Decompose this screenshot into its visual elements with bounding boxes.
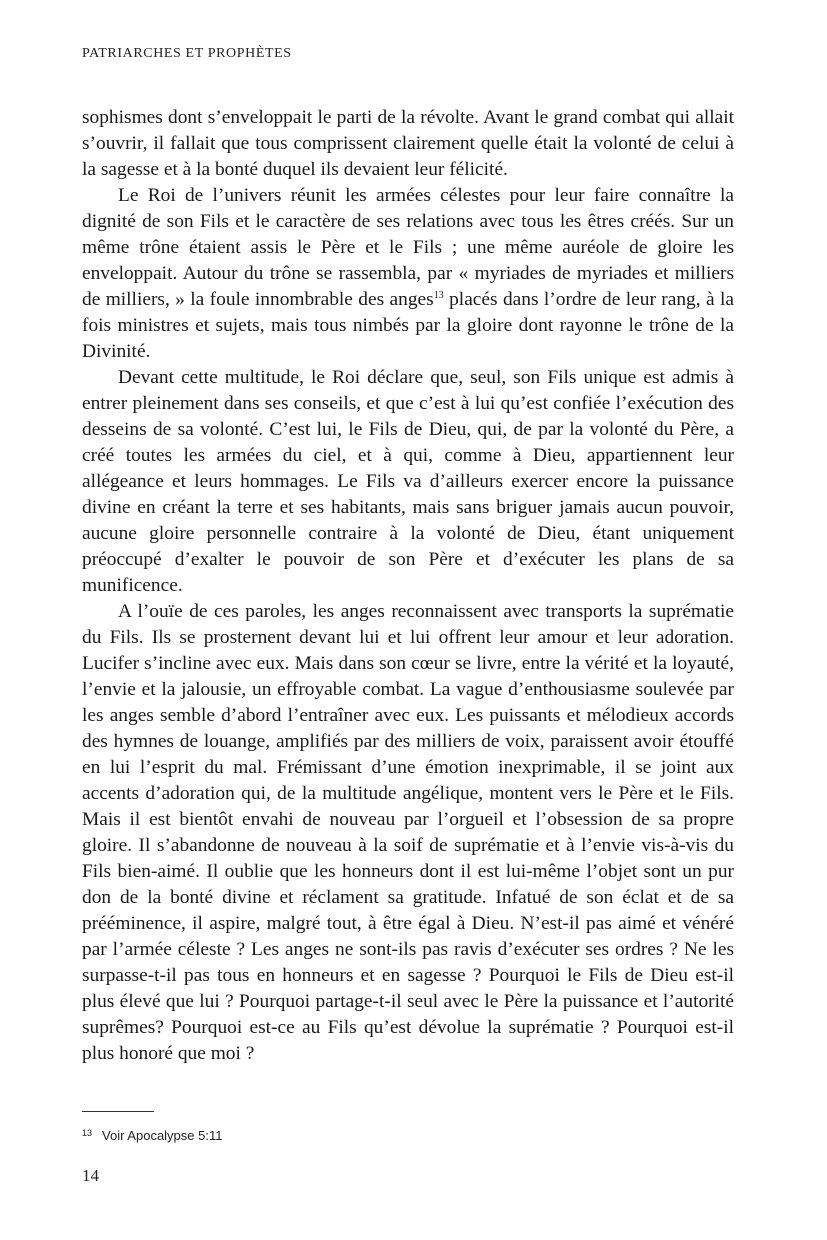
paragraph-1: sophismes dont s’enveloppait le parti de la révolte. Avant le grand combat qui allait s’ouvrir, il fallait que tous comprissent clairement quelle était la volonté de celui à la sagesse et à la bonté duquel ils devaient leur félicité.: [82, 107, 734, 180]
footnote-number: 13: [82, 1128, 93, 1138]
footnote-separator: [82, 1111, 154, 1112]
footnote: [82, 1128, 222, 1143]
body-text: [82, 105, 734, 1067]
paragraph-2-text-before-note: Le Roi de l’univers réunit les armées célestes pour leur faire connaître la dignité de son Fils et le caractère de ses relations avec tous les êtres créés. Sur un même trône étaient assis le Père et le Fils ; une même auréole de gloire les enveloppait. Autour du trône se rassembla, par « myriades de myriades et milliers de milliers, » la foule innombrable des anges: [82, 185, 734, 310]
running-header-title: PATRIARCHES ET PROPHÈTES: [82, 46, 292, 61]
page-number: 14: [82, 1166, 99, 1185]
footnote-reference-13[interactable]: 13: [433, 290, 444, 301]
paragraph-3: Devant cette multitude, le Roi déclare que, seul, son Fils unique est admis à entrer pleinement dans ses conseils, et que c’est à lui qu’est confiée l’exécution des desseins de sa volonté. C’est lui, le Fils de Dieu, qui, de par la volonté du Père, a créé toutes les armées du ciel, et à qui, comme à Dieu, appartiennent leur allégeance et leurs hommages. Le Fils va d’ailleurs exercer encore la puissance divine en créant la terre et ses habitants, mais sans briguer jamais aucun pouvoir, aucune gloire personnelle contraire à la volonté de Dieu, étant uniquement préoccupé d’exalter le pouvoir de son Père et d’exécuter les plans de sa munificence.: [82, 367, 734, 596]
paragraph-4: A l’ouïe de ces paroles, les anges reconnaissent avec transports la suprématie du Fils. Ils se prosternent devant lui et lui offrent leur amour et leur adoration. Lucifer s’incline avec eux. Mais dans son cœur se livre, entre la vérité et la loyauté, l’envie et la jalousie, un effroyable combat. La vague d’enthousiasme soulevée par les anges semble d’abord l’entraîner avec eux. Les puissants et mélodieux accords des hymnes de louange, amplifiés par des milliers de voix, paraissent avoir étouffé en lui l’esprit du mal. Frémissant d’une émotion inexprimable, il se joint aux accents d’adoration qui, de la multitude angélique, montent vers le Père et le Fils. Mais il est bientôt envahi de nouveau par l’orgueil et l’obsession de sa propre gloire. Il s’abandonne de nouveau à la soif de suprématie et à l’envie vis-à-vis du Fils bien-aimé. Il oublie que les honneurs dont il est lui-même l’objet sont un pur don de la bonté divine et réclament sa gratitude. Infatué de son éclat et de sa prééminence, il aspire, malgré tout, à être égal à Dieu. N’est-il pas aimé et vénéré par l’armée céleste ? Les anges ne sont-ils pas ravis d’exécuter ses ordres ? Ne les surpasse-t-il pas tous en honneurs et en sagesse ? Pourquoi le Fils de Dieu est-il plus élevé que lui ? Pourquoi partage-t-il seul avec le Père la puissance et l’autorité suprêmes? Pourquoi est-ce au Fils qu’est dévolue la suprématie ? Pourquoi est-il plus honoré que moi ?: [82, 601, 734, 1064]
paragraph-2-text-after-note: placés dans l’ordre de leur rang, à la fois ministres et sujets, mais tous nimbés par la gloire dont rayonne le trône de la Divinité.: [82, 289, 734, 362]
paragraph-2: [82, 183, 734, 365]
footnote-text: Voir Apocalypse 5:11: [102, 1128, 223, 1143]
